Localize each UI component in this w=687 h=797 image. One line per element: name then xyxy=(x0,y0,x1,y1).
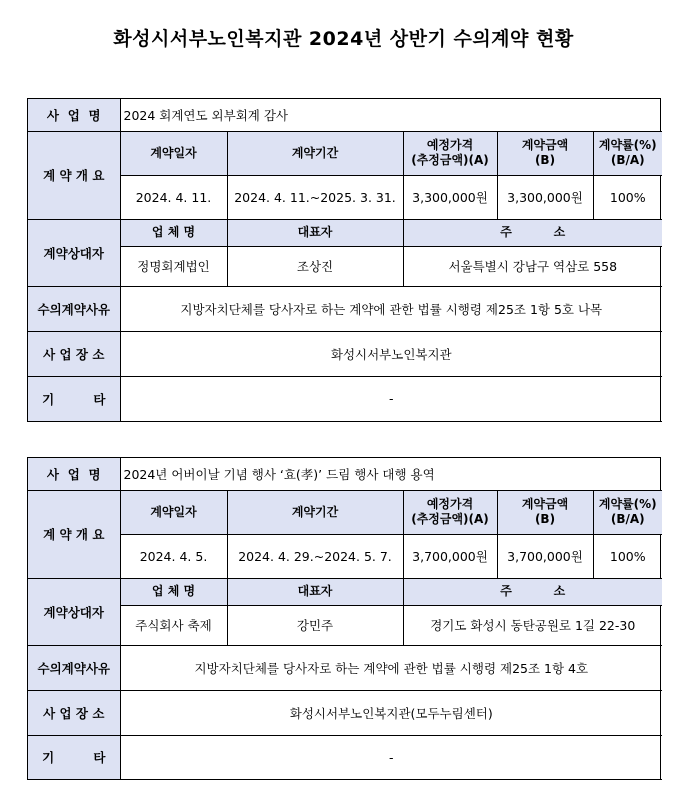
representative-value: 조상진 xyxy=(227,246,403,286)
company-header: 업 체 명 xyxy=(120,219,227,246)
company-value: 정명회계법인 xyxy=(120,246,227,286)
location-value: 화성시서부노인복지관(모두누림센터) xyxy=(120,690,662,735)
contract-table-2 xyxy=(27,457,661,780)
estimated-price-header: 예정가격 (추정금액)(A) xyxy=(403,131,497,175)
page-title: 화성시서부노인복지관 2024년 상반기 수의계약 현황 xyxy=(113,28,574,50)
address-header: 주 소 xyxy=(403,219,662,246)
project-name-value: 2024년 어버이날 기념 행사 ‘효(孝)’ 드림 행사 대행 용역 xyxy=(120,458,662,490)
address-header: 주 소 xyxy=(403,578,662,605)
contract-table-1 xyxy=(27,98,661,422)
project-name-label: 사 업 명 xyxy=(28,99,120,131)
estimated-price-header: 예정가격 (추정금액)(A) xyxy=(403,490,497,534)
contract-date-value: 2024. 4. 5. xyxy=(120,534,227,578)
contract-amount-header: 계약금액 (B) xyxy=(497,131,593,175)
counterparty-label: 계약상대자 xyxy=(28,578,120,645)
contract-rate-header: 계약률(%) (B/A) xyxy=(593,490,662,534)
contract-amount-header: 계약금액 (B) xyxy=(497,490,593,534)
contract-date-header: 계약일자 xyxy=(120,131,227,175)
reason-label: 수의계약사유 xyxy=(28,645,120,690)
project-name-value: 2024 회계연도 외부회계 감사 xyxy=(120,99,662,131)
reason-value: 지방자치단체를 당사자로 하는 계약에 관한 법률 시행령 제25조 1항 4호 xyxy=(120,645,662,690)
company-value: 주식회사 축제 xyxy=(120,605,227,645)
location-value: 화성시서부노인복지관 xyxy=(120,331,662,376)
etc-value: - xyxy=(120,376,662,421)
contract-date-header: 계약일자 xyxy=(120,490,227,534)
estimated-price-value: 3,700,000원 xyxy=(403,534,497,578)
contract-period-value: 2024. 4. 11.~2025. 3. 31. xyxy=(227,175,403,219)
project-name-label: 사 업 명 xyxy=(28,458,120,490)
contract-overview-label: 계 약 개 요 xyxy=(28,131,120,219)
etc-label: 기 타 xyxy=(28,735,120,779)
reason-value: 지방자치단체를 당사자로 하는 계약에 관한 법률 시행령 제25조 1항 5호 나목 xyxy=(120,286,662,331)
contract-date-value: 2024. 4. 11. xyxy=(120,175,227,219)
location-label: 사 업 장 소 xyxy=(28,331,120,376)
counterparty-label: 계약상대자 xyxy=(28,219,120,286)
etc-value: - xyxy=(120,735,662,779)
contract-period-value: 2024. 4. 29.~2024. 5. 7. xyxy=(227,534,403,578)
representative-header: 대표자 xyxy=(227,219,403,246)
representative-value: 강민주 xyxy=(227,605,403,645)
reason-label: 수의계약사유 xyxy=(28,286,120,331)
representative-header: 대표자 xyxy=(227,578,403,605)
contract-rate-value: 100% xyxy=(593,534,662,578)
contract-rate-value: 100% xyxy=(593,175,662,219)
contract-period-header: 계약기간 xyxy=(227,131,403,175)
contract-overview-label: 계 약 개 요 xyxy=(28,490,120,578)
contract-rate-header: 계약률(%) (B/A) xyxy=(593,131,662,175)
etc-label: 기 타 xyxy=(28,376,120,421)
location-label: 사 업 장 소 xyxy=(28,690,120,735)
address-value: 경기도 화성시 동탄공원로 1길 22-30 xyxy=(403,605,662,645)
company-header: 업 체 명 xyxy=(120,578,227,605)
contract-period-header: 계약기간 xyxy=(227,490,403,534)
address-value: 서울특별시 강남구 역삼로 558 xyxy=(403,246,662,286)
contract-amount-value: 3,300,000원 xyxy=(497,175,593,219)
estimated-price-value: 3,300,000원 xyxy=(403,175,497,219)
contract-amount-value: 3,700,000원 xyxy=(497,534,593,578)
